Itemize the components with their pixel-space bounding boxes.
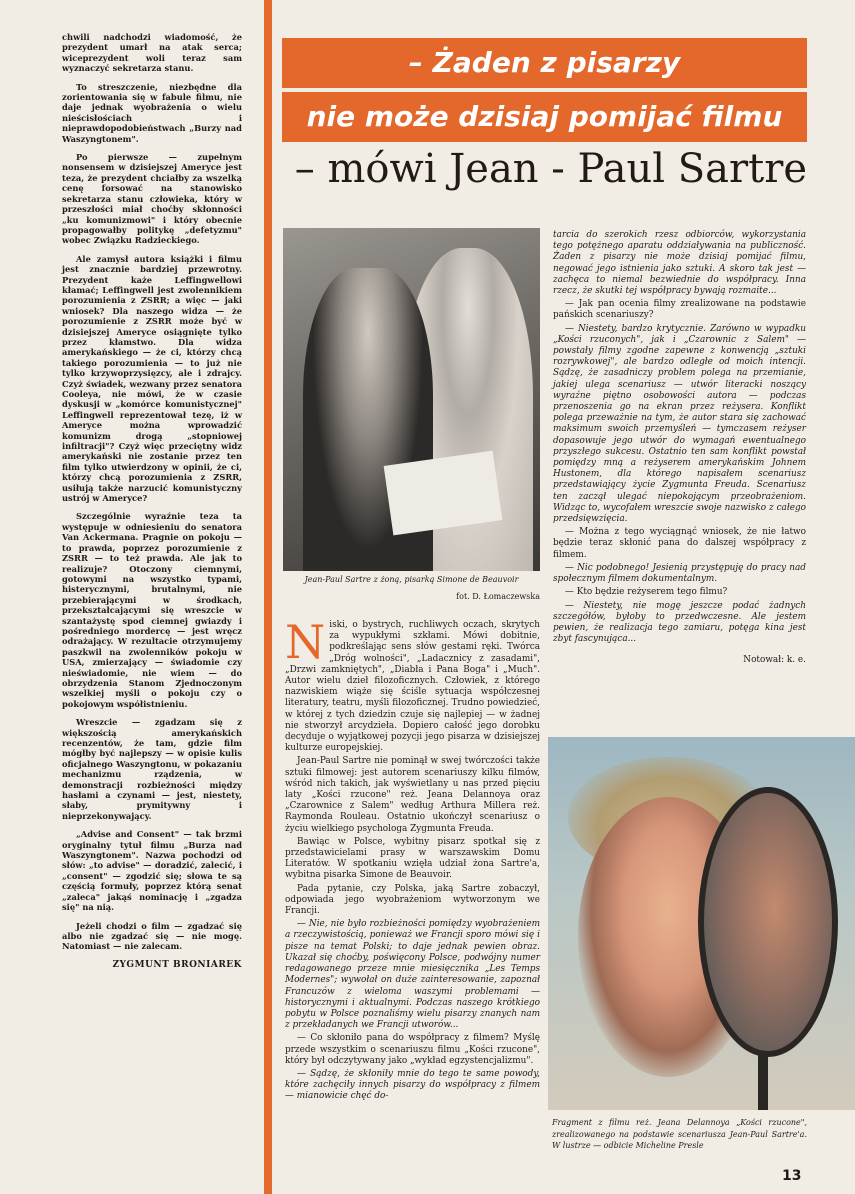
reporter-credit: Notował: k. e. bbox=[743, 655, 806, 666]
right-paragraph: — Kto będzie reżyserem tego filmu? bbox=[565, 587, 728, 598]
left-paragraph: „Advise and Consent" — tak brzmi oryginalny tytuł filmu „Burza nad Waszyngtonem". Nazwa pochodzi od słów: „to advise" — doradzić, zalecić, i „consent" — zgodzić się; słowa te są częścią formuły, poprzez którą senat „zaleca" jakąś nominację i „zgadza się" na nią. bbox=[62, 829, 242, 913]
film-still-photo bbox=[548, 737, 855, 1110]
author-signature: ZYGMUNT BRONIAREK bbox=[112, 959, 242, 970]
right-paragraph: — Niestety, nie mogę jeszcze podać żadnych szczegółów, byłoby to przedwczesne. Ale jestem pewien, że realizacja tego zamiaru, potęga kina jest zbyt fascynująca... bbox=[553, 600, 806, 645]
decorative-divider bbox=[264, 0, 272, 1194]
middle-paragraph: Jean-Paul Sartre nie pominął w swej twórczości także sztuki filmowej: jest autorem scenariuszy kilku filmów, wśród nich takich, jak wyświetlany u nas przed pięciu laty „Kości rzucone" reż. Jeana Delannoya oraz „Czarownice z Salem" według Arthura Millera reż. Raymonda Rouleau. Ostatnio ukończył scenariusz o życiu wielkiego psychologa Zygmunta Freuda. bbox=[285, 756, 540, 834]
film-still-caption: Fragment z filmu reż. Jeana Delannoya „Kości rzucone", zrealizowanego na podstawie scenariusza Jean-Paul Sartre'a. W lustrze — odbicie Micheline Presle bbox=[552, 1118, 807, 1150]
headline-banner-bottom: nie może dzisiaj pomijać filmu bbox=[282, 92, 807, 142]
middle-paragraph: — Sądzę, że skłoniły mnie do tego te same powody, które zachęciły innych pisarzy do współpracy z filmem — mianowicie chęć do- bbox=[285, 1068, 540, 1102]
right-paragraph: — Nic podobnego! Jesienią przystępuję do pracy nad społecznym filmem dokumentalnym. bbox=[553, 562, 806, 585]
right-paragraph: — Można z tego wyciągnąć wniosek, że nie łatwo będzie teraz skłonić pana do dalszej współpracy z filmem. bbox=[553, 527, 806, 560]
middle-paragraph: Pada pytanie, czy Polska, jaką Sartre zobaczył, odpowiada jego wyobrażeniom wytworzonym we Francji. bbox=[285, 883, 540, 917]
left-paragraph: Jeżeli chodzi o film — zgadzać się albo nie zgadzać się — nie mogę. Natomiast — nie zalecam. bbox=[62, 920, 242, 952]
left-paragraph: chwili nadchodzi wiadomość, że prezydent umarł na atak serca; wiceprezydent woli teraz sam wyznaczyć sekretarza stanu. bbox=[62, 32, 242, 74]
middle-paragraph: Bawiąc w Polsce, wybitny pisarz spotkał się z przedstawicielami prasy w warszawskim Domu Literatów. W spotkaniu wzięła udział żona Sartre'a, wybitna pisarka Simone de Beauvoir. bbox=[285, 836, 540, 881]
left-article-column bbox=[62, 32, 242, 970]
sartre-photo bbox=[283, 228, 540, 571]
photo-mirror bbox=[698, 787, 838, 1057]
lead-text: iski, o bystrych, ruchliwych oczach, skrytych za wypukłymi szkłami. Mówi dobitnie, podkreślając sens słów gestami ręki. Twórca „Dróg wolności", „Ladacznicy z zasadami", „Drzwi zamkniętych", „Diabła i Pana Boga" i „Much". Autor wielu dzieł filozoficznych. Człowiek, z którego nazwiskiem wiąże się ściśle sytuacja współczesnej literatury, teatru, myśli filozoficznej. Trudno powiedzieć, w której z tych dziedzin czuje się najlepiej — w żadnej nie stworzył arcydzieła. Dopiero całość jego dorobku decyduje o wyjątkowej pozycji jego pisarza w dzisiejszej kulturze europejskiej. bbox=[285, 620, 540, 754]
middle-paragraph: — Nie, nie było rozbieżności pomiędzy wyobrażeniem a rzeczywistością, ponieważ we Francji sporo mówi się i pisze na temat Polski; to daje jednak pewien obraz. Ukazał się choćby, poświęcony Polsce, podwójny numer redagowanego przeze mnie miesięcznika „Les Temps Modernes"; wywołał on duże zainteresowanie, zapoznał Francuzów z wieloma waszymi problemami — historycznymi i aktualnymi. Podczas naszego krótkiego pobytu w Polsce poznaliśmy wielu pisarzy znanych nam z przekładanych we Francji utworów... bbox=[285, 919, 540, 1031]
left-paragraph: Ale zamysł autora książki i filmu jest znacznie bardziej przewrotny. Prezydent każe Leffingwellowi kłamać; Leffingwell jest zwolennikiem porozumienia z ZSRR; a więc — jaki wniosek? Dla naszego widza — że porozumienie z ZSRR może być w dzisiejszej Ameryce osiągnięte tylko przez kłamstwo. Dla widza amerykańskiego — że ci, którzy chcą takiego porozumienia — to już nie tylko krzywoprzysięzcy, ale i zdrajcy. Czyż świadek, wezwany przez senatora Cooleya, nie mówi, że w czasie dyskusji w „komórce komunistycznej" Leffingwell reprezentował tezę, iż w Ameryce można wprowadzić komunizm drogą „stopniowej infiltracji"? Czyż więc przeciętny widz amerykański nie zostanie przez ten film tylko utwierdzony w opinii, że ci, którzy chcą porozumienia z ZSRR, usiłują także narzucić komunistyczny ustrój w Ameryce? bbox=[62, 253, 242, 504]
right-paragraph: tarcia do szerokich rzesz odbiorców, wykorzystania tego potężnego aparatu oddziaływania na publiczność. Żaden z pisarzy nie może dzisiaj pomijać filmu, negować jego istnienia jako sztuki. A skoro tak jest — zachęca to niemal bezwiednie do współpracy. Inna rzecz, że skutki tej współpracy bywają rozmaite... bbox=[553, 230, 806, 297]
drop-cap: N bbox=[285, 615, 326, 669]
headline-banner-top: – Żaden z pisarzy bbox=[282, 38, 807, 88]
left-paragraph: Szczególnie wyraźnie teza ta występuje w odniesieniu do senatora Van Ackermana. Pragnie on pokoju — to prawda, poprzez porozumienie z ZSRR — to też prawda. Ale jak to realizuje? Otoczony ciemnymi, gotowymi na wszystko typami, histerycznymi, brutalnymi, nie przebierającymi w środkach, przekształcającymi się wreszcie w szantażystę spod ciemnej gwiazdy i pośredniego mordercę — jest wręcz odrażający. W rezultacie otrzymujemy paszkwil na zwolenników pokoju w USA, zmierzający — świadomie czy nieświadomie, nie wiem — do obrzydzenia Stanom Zjednoczonym wszelkiej myśli o pokoju czy o pokojowym współistnieniu. bbox=[62, 511, 242, 709]
left-paragraph: Wreszcie — zgadzam się z większością amerykańskich recenzentów, że tam, gdzie film mógłby być najlepszy — w opisie kulis oficjalnego Waszyngtonu, w pokazaniu mechanizmu rządzenia, w demonstracji rozbieżności między hasłami a czynami — jest, niestety, słaby, prymitywny i nieprzekonywający. bbox=[62, 717, 242, 821]
middle-article-column bbox=[285, 615, 540, 1105]
article-headline: – mówi Jean - Paul Sartre bbox=[294, 146, 807, 192]
left-paragraph: Po pierwsze — zupełnym nonsensem w dzisiejszej Ameryce jest teza, że prezydent chciałby za wszelką cenę forsować na stanowisko sekretarza stanu człowieka, który w przeszłości miał choćby skłonności „ku komunizmowi" i który obecnie propagowałby politykę „defetyzmu" wobec Związku Radzieckiego. bbox=[62, 152, 242, 246]
photo-caption: Jean-Paul Sartre z żoną, pisarką Simone de Beauvoir bbox=[304, 575, 519, 584]
right-paragraph: — Niestety, bardzo krytycznie. Zarówno w wypadku „Kości rzuconych", jak i „Czarownic z Salem" — powstały filmy zgodne zapewne z konwencją „sztuki rozrywkowej", ale bardzo odległe od moich intencji. Sądzę, że zasadniczy problem polega na przemianie, jakiej ulega scenariusz — utwór literacki noszący wyraźne piętno osobowości autora — podczas przenoszenia go na ekran przez reżysera. Konflikt polega przeważnie na tym, że autor stara się zachować maksimum swoich przemyśleń — tymczasem reżyser dopasowuje jego utwór do wymagań ewentualnego przyszłego sukcesu. Ostatnio ten sam konflikt powstał pomiędzy mną a reżyserem amerykańskim Johnem Hustonem, dla którego napisałem scenariusz przedstawiający życie Zygmunta Freuda. Scenariusz ten zaczął ulegać niepokojącym przeobrażeniom. Widząc to, wycofałem wreszcie swoje nazwisko z całego przedsięwzięcia. bbox=[553, 323, 806, 525]
lead-paragraph bbox=[285, 615, 540, 754]
middle-paragraph: — Co skłoniło pana do współpracy z filmem? Myślę przede wszystkim o scenariuszu filmu „Kości rzucone", który był odczytywany jako „wykład egzystencjalizmu". bbox=[285, 1033, 540, 1066]
photo-mirror-handle bbox=[758, 1055, 768, 1110]
right-paragraph: — Jak pan ocenia filmy zrealizowane na podstawie pańskich scenariuszy? bbox=[553, 299, 806, 321]
photo-credit: fot. D. Łomaczewska bbox=[456, 592, 540, 601]
left-paragraph: To streszczenie, niezbędne dla zorientowania się w fabule filmu, nie daje jednak wyobrażenia o wielu nieścisłościach i nieprawdopodobieństwach „Burzy nad Waszyngtonem". bbox=[62, 81, 242, 144]
right-article-column bbox=[553, 230, 806, 667]
page-number: 13 bbox=[782, 1168, 802, 1184]
